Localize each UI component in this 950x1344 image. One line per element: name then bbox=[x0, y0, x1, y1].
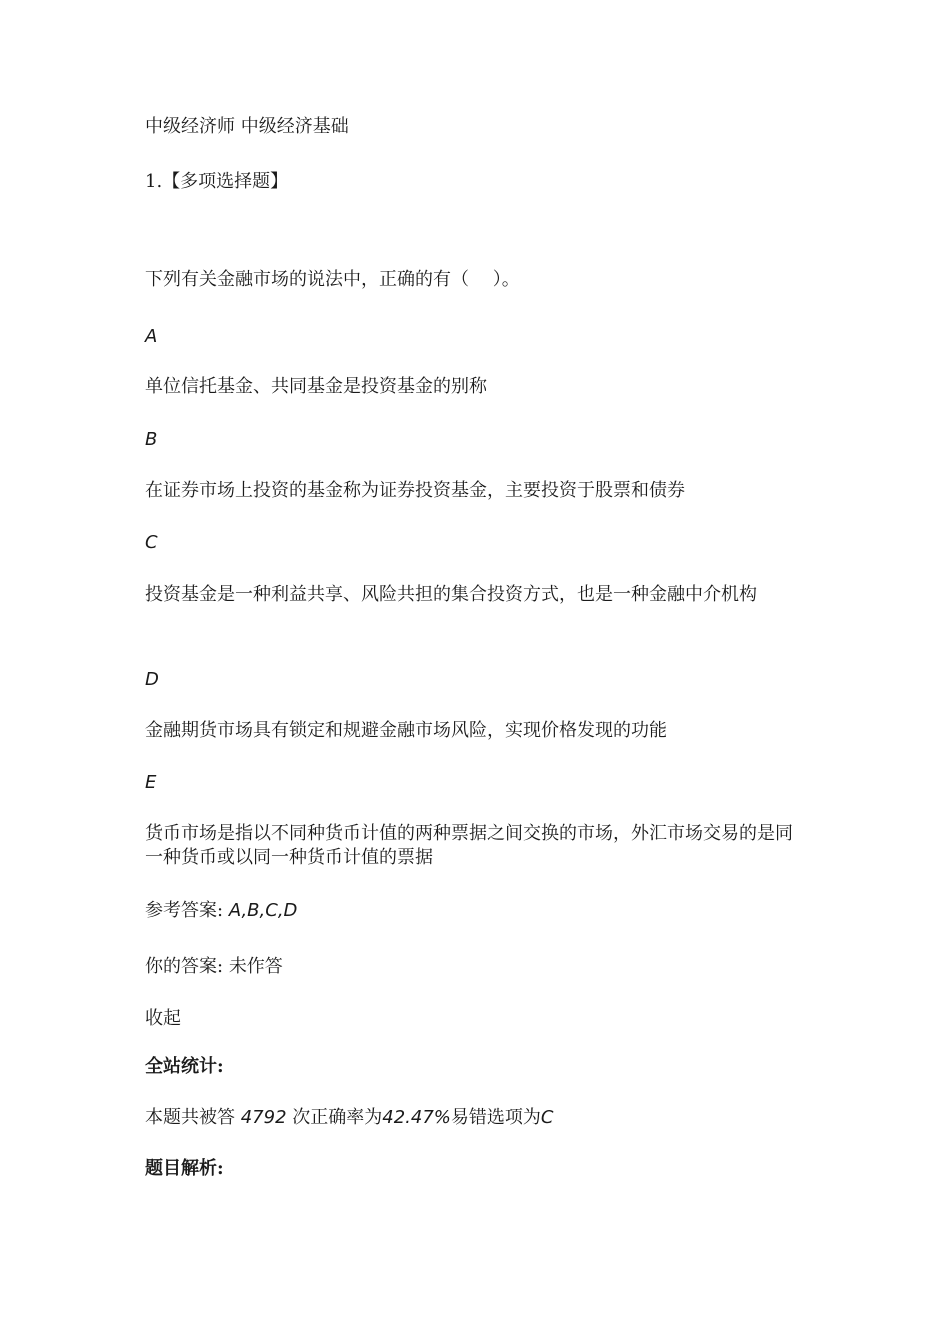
option-e-text: 货币市场是指以不同种货币计值的两种票据之间交换的市场，外汇市场交易的是同一种货币或以同一种货币计值的票据 bbox=[145, 823, 793, 868]
option-c-letter: C bbox=[145, 532, 158, 553]
option-d-text: 金融期货市场具有锁定和规避金融市场风险，实现价格发现的功能 bbox=[145, 720, 667, 741]
analysis-heading: 题目解析: bbox=[145, 1158, 224, 1179]
document-title: 中级经济师 中级经济基础 bbox=[145, 116, 349, 137]
collapse-link[interactable]: 收起 bbox=[145, 1008, 181, 1029]
stats-heading: 全站统计: bbox=[145, 1056, 224, 1077]
reference-answer-label: 参考答案: bbox=[145, 900, 224, 921]
option-a-text: 单位信托基金、共同基金是投资基金的别称 bbox=[145, 376, 487, 397]
question-stem: 下列有关金融市场的说法中，正确的有（ ）。 bbox=[145, 269, 520, 290]
reference-answer bbox=[145, 899, 805, 923]
option-e-letter: E bbox=[145, 772, 157, 793]
your-answer-value: 未作答 bbox=[228, 956, 283, 977]
stats-rate: 42.47% bbox=[382, 1107, 451, 1128]
option-a-letter: A bbox=[145, 326, 158, 347]
stats-line bbox=[145, 1106, 805, 1130]
stats-suffix: 易错选项为 bbox=[450, 1107, 541, 1128]
your-answer bbox=[145, 955, 805, 979]
question-number-type-text: 1.【多项选择题】 bbox=[145, 171, 289, 192]
question-number-type bbox=[145, 170, 805, 194]
stats-middle: 次正确率为 bbox=[292, 1107, 383, 1128]
stats-prefix: 本题共被答 bbox=[145, 1107, 235, 1128]
option-c-text: 投资基金是一种利益共享、风险共担的集合投资方式，也是一种金融中介机构 bbox=[145, 584, 757, 605]
your-answer-label: 你的答案: bbox=[145, 956, 224, 977]
option-b-letter: B bbox=[145, 429, 158, 450]
stats-count: 4792 bbox=[240, 1107, 287, 1128]
stats-wrong-option: C bbox=[540, 1107, 554, 1128]
option-b-text: 在证券市场上投资的基金称为证券投资基金，主要投资于股票和债券 bbox=[145, 480, 685, 501]
reference-answer-value: A,B,C,D bbox=[228, 900, 298, 921]
option-d-letter: D bbox=[145, 669, 159, 690]
